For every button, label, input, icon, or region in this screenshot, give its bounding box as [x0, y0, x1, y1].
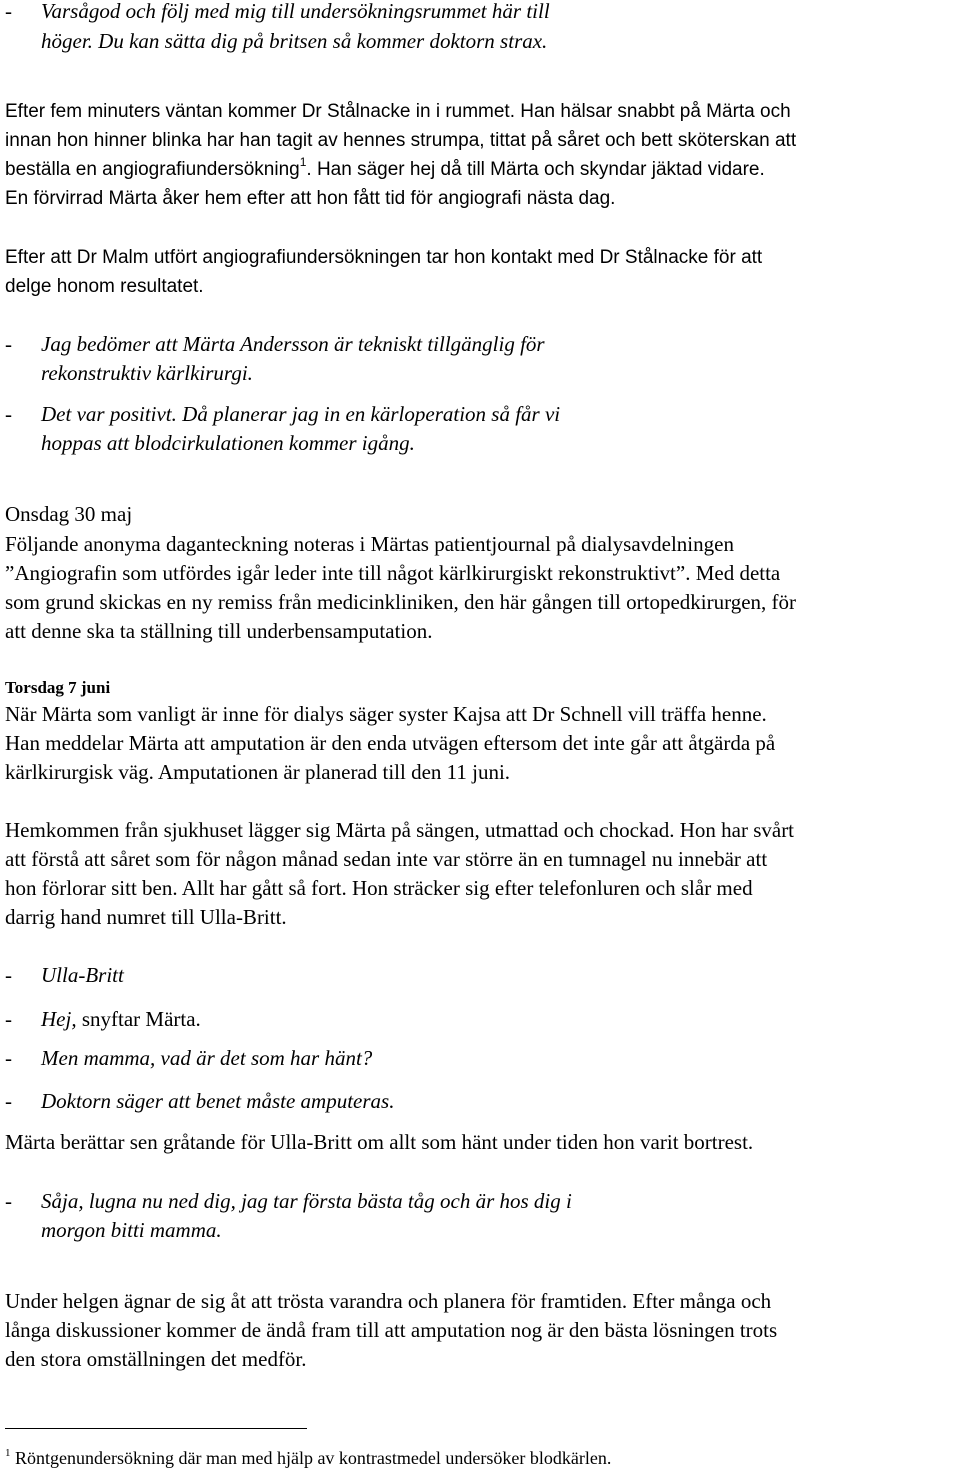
text-line: ”Angiografin som utfördes igår leder inte till något kärlkirurgiskt rekonstruktivt”. Med detta	[5, 561, 781, 585]
dash: -	[5, 963, 12, 987]
dialogue-text: Hej,	[41, 1007, 77, 1031]
text-line: Hemkommen från sjukhuset lägger sig Märta på sängen, utmattad och chockad. Hon har svårt	[5, 818, 795, 842]
text-segment: . Han säger hej då till Märta och skyndar jäktad vidare.	[306, 159, 765, 180]
dialogue-line	[5, 1216, 222, 1244]
dialogue-line	[5, 1044, 372, 1072]
dialogue-text: Varsågod och följ med mig till undersökningsrummet här till	[41, 0, 550, 23]
dialogue-line	[5, 400, 560, 428]
dialogue-line	[5, 359, 253, 387]
text-line: Efter att Dr Malm utfört angiografiundersökningen tar hon kontakt med Dr Stålnacke för att	[5, 247, 763, 268]
date-heading: Torsdag 7 juni	[5, 678, 111, 697]
dialogue-text: Men mamma, vad är det som har hänt?	[41, 1046, 373, 1070]
footnote-text: Röntgenundersökning där man med hjälp av kontrastmedel undersöker blodkärlen.	[10, 1448, 612, 1468]
dialogue-text: rekonstruktiv kärlkirurgi.	[41, 361, 253, 385]
text-line: När Märta som vanligt är inne för dialys säger syster Kajsa att Dr Schnell vill träffa henne.	[5, 702, 767, 726]
paragraph	[5, 1128, 753, 1157]
dialogue-text: Såja, lugna nu ned dig, jag tar första bästa tåg och är hos dig i	[41, 1189, 572, 1213]
dialogue-line	[5, 429, 415, 457]
dialogue-text: Det var positivt.	[41, 402, 177, 426]
dash: -	[5, 0, 12, 23]
section-heading	[5, 676, 110, 701]
dash: -	[5, 1089, 12, 1113]
text-line	[5, 155, 796, 184]
text-line: Märta berättar sen gråtande för Ulla-Britt om allt som hänt under tiden hon varit bortrest.	[5, 1130, 754, 1154]
text-line: Följande anonyma daganteckning noteras i Märtas patientjournal på dialysavdelningen	[5, 532, 734, 556]
dialogue-text: hoppas att blodcirkulationen kommer igång.	[41, 431, 415, 455]
paragraph	[5, 816, 794, 932]
paragraph	[5, 97, 796, 213]
dialogue-line	[5, 961, 124, 989]
dash: -	[5, 332, 12, 356]
paragraph	[5, 700, 775, 787]
dialogue-line	[5, 1187, 572, 1215]
footnote-reference[interactable]: 1	[299, 155, 307, 169]
text-line: Han meddelar Märta att amputation är den enda utvägen eftersom det inte går att åtgärda på	[5, 731, 776, 755]
dialogue-line	[5, 1005, 201, 1033]
text-line: att förstå att såret som för någon månad sedan inte var större än en tumnagel nu innebär att	[5, 847, 768, 871]
text-line: Efter fem minuters väntan kommer Dr Stålnacke in i rummet. Han hälsar snabbt på Märta och	[5, 101, 791, 122]
paragraph	[5, 1287, 777, 1374]
text-line: den stora omställningen det medför.	[5, 1347, 307, 1371]
dialogue-line	[5, 0, 550, 25]
date-heading: Onsdag 30 maj	[5, 502, 133, 526]
dash: -	[5, 1007, 12, 1031]
narration-text: snyftar Märta.	[76, 1007, 201, 1031]
text-line: innan hon hinner blinka har han tagit av hennes strumpa, tittat på såret och bett sköterskan att	[5, 130, 797, 151]
dialogue-text: Då planerar jag in en kärloperation så får vi	[176, 402, 561, 426]
text-line: långa diskussioner kommer de ändå fram till att amputation nog är den bästa lösningen trots	[5, 1318, 778, 1342]
dialogue-line	[5, 27, 547, 55]
text-line: darrig hand numret till Ulla-Britt.	[5, 905, 287, 929]
text-line: att denne ska ta ställning till underbensamputation.	[5, 619, 433, 643]
paragraph	[5, 530, 796, 646]
text-line: hon förlorar sitt ben. Allt har gått så fort. Hon sträcker sig efter telefonluren och slår med	[5, 876, 753, 900]
dash: -	[5, 402, 12, 426]
text-segment: beställa en angiografiundersökning	[5, 159, 300, 180]
paragraph	[5, 243, 762, 301]
footnote-separator	[5, 1428, 307, 1429]
dialogue-text: Ulla-Britt	[41, 963, 124, 987]
section-heading	[5, 500, 132, 529]
dialogue-text: Jag bedömer att Märta Andersson är tekniskt tillgänglig för	[41, 332, 545, 356]
dash: -	[5, 1046, 12, 1070]
dialogue-line	[5, 1087, 394, 1115]
dialogue-text: höger. Du kan sätta dig på britsen så kommer doktorn strax.	[41, 29, 548, 53]
text-line: som grund skickas en ny remiss från medicinkliniken, den här gången till ortopedkirurgen, för	[5, 590, 797, 614]
footnote	[5, 1446, 611, 1470]
text-line: kärlkirurgisk väg. Amputationen är planerad till den 11 juni.	[5, 760, 511, 784]
text-line: Under helgen ägnar de sig åt att trösta varandra och planera för framtiden. Efter många och	[5, 1289, 772, 1313]
footnote-number: 1	[5, 1447, 11, 1459]
dialogue-text: Doktorn säger att benet måste amputeras.	[41, 1089, 395, 1113]
text-line: En förvirrad Märta åker hem efter att hon fått tid för angiografi nästa dag.	[5, 188, 616, 209]
dash: -	[5, 1189, 12, 1213]
text-line: delge honom resultatet.	[5, 276, 204, 297]
dialogue-text: morgon bitti mamma.	[41, 1218, 222, 1242]
dialogue-line	[5, 330, 545, 358]
